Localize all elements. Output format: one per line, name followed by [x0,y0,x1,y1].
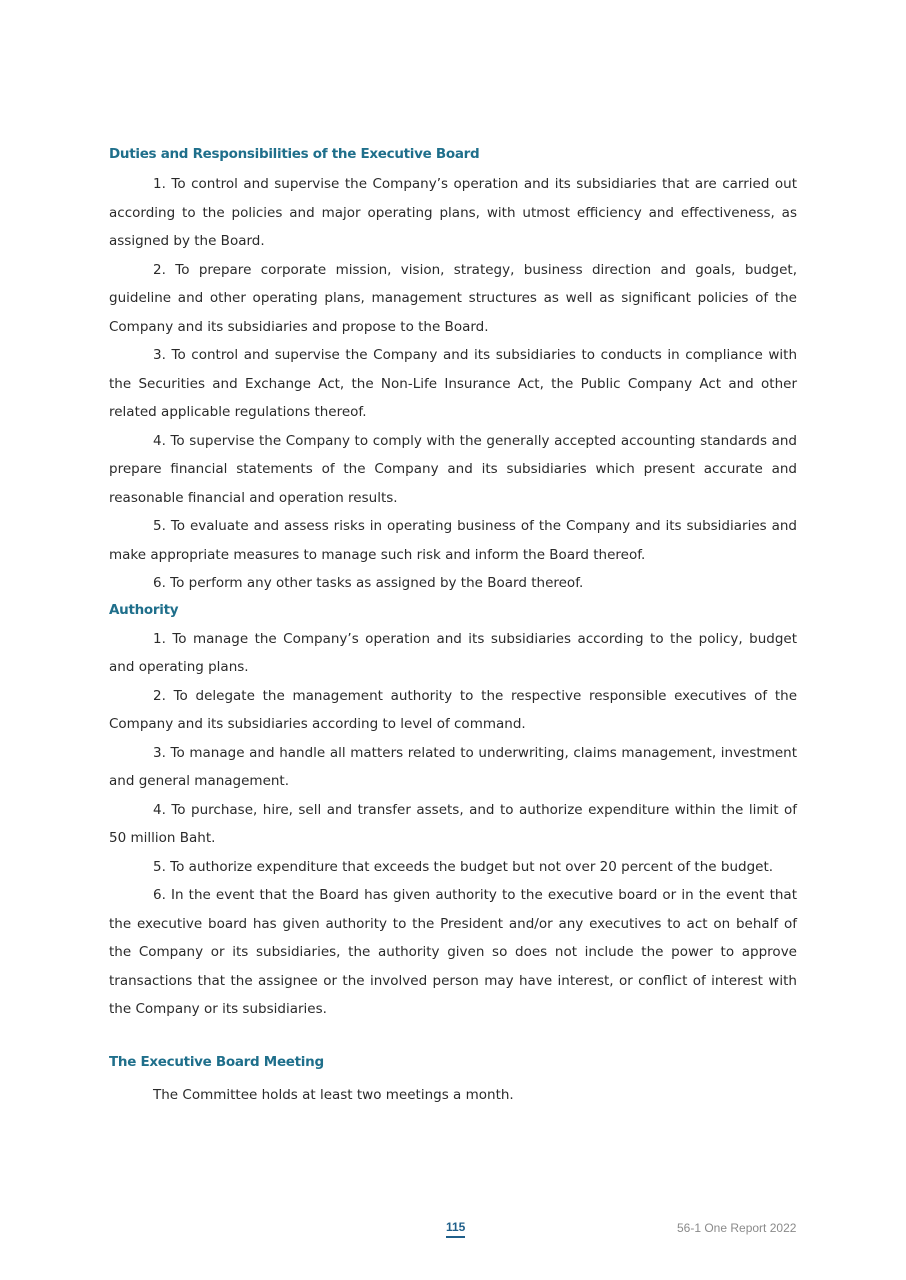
meeting-heading: The Executive Board Meeting [109,1053,324,1070]
duty-item-1: 1. To control and supervise the Company’s operation and its subsidiaries that are carried out according to the policies and major operating plans, with utmost efficiency and effectiveness, as assigned by the Board. [109,176,797,249]
authority-item-3: 3. To manage and handle all matters related to underwriting, claims management, investment and general management. [109,744,797,789]
authority-item-1: 1. To manage the Company’s operation and its subsidiaries according to the policy, budget and operating plans. [109,630,797,675]
duty-item-2: 2. To prepare corporate mission, vision, strategy, business direction and goals, budget, guideline and other operating plans, management structures as well as significant policies of the Company and its subsidiaries and propose to the Board. [109,261,797,335]
authority-item-6: 6. In the event that the Board has given authority to the executive board or in the event that the executive board has given authority to the President and/or any executives to act on behalf of the Company or its subsidiaries, the authority given so does not include the power to approve transactions that the assignee or the involved person may have interest, or conflict of interest with the Company or its subsidiaries. [109,887,797,1017]
authority-item-5: 5. To authorize expenditure that exceeds the budget but not over 20 percent of the budget. [153,858,774,875]
authority-heading: Authority [109,601,179,618]
duty-item-6: 6. To perform any other tasks as assigned by the Board thereof. [153,575,584,591]
authority-item-2: 2. To delegate the management authority to the respective responsible executives of the Company and its subsidiaries according to level of command. [109,687,797,732]
authority-item-4: 4. To purchase, hire, sell and transfer assets, and to authorize expenditure within the limit of 50 million Baht. [109,801,797,846]
duties-heading: Duties and Responsibilities of the Executive Board [109,146,480,162]
document-body [109,144,797,1109]
report-name: 56-1 One Report 2022 [677,1221,797,1235]
duty-item-5: 5. To evaluate and assess risks in operating business of the Company and its subsidiaries and make appropriate measures to manage such risk and inform the Board thereof. [109,518,797,563]
meeting-text: The Committee holds at least two meetings a month. [153,1086,514,1103]
duty-item-4: 4. To supervise the Company to comply with the generally accepted accounting standards and prepare financial statements of the Company and its subsidiaries which present accurate and reasonable financial and operation results. [109,432,797,506]
duty-item-3: 3. To control and supervise the Company and its subsidiaries to conducts in compliance with the Securities and Exchange Act, the Non-Life Insurance Act, the Public Company Act and other related applicable regulations thereof. [109,347,797,420]
page-number: 115 [446,1220,465,1238]
